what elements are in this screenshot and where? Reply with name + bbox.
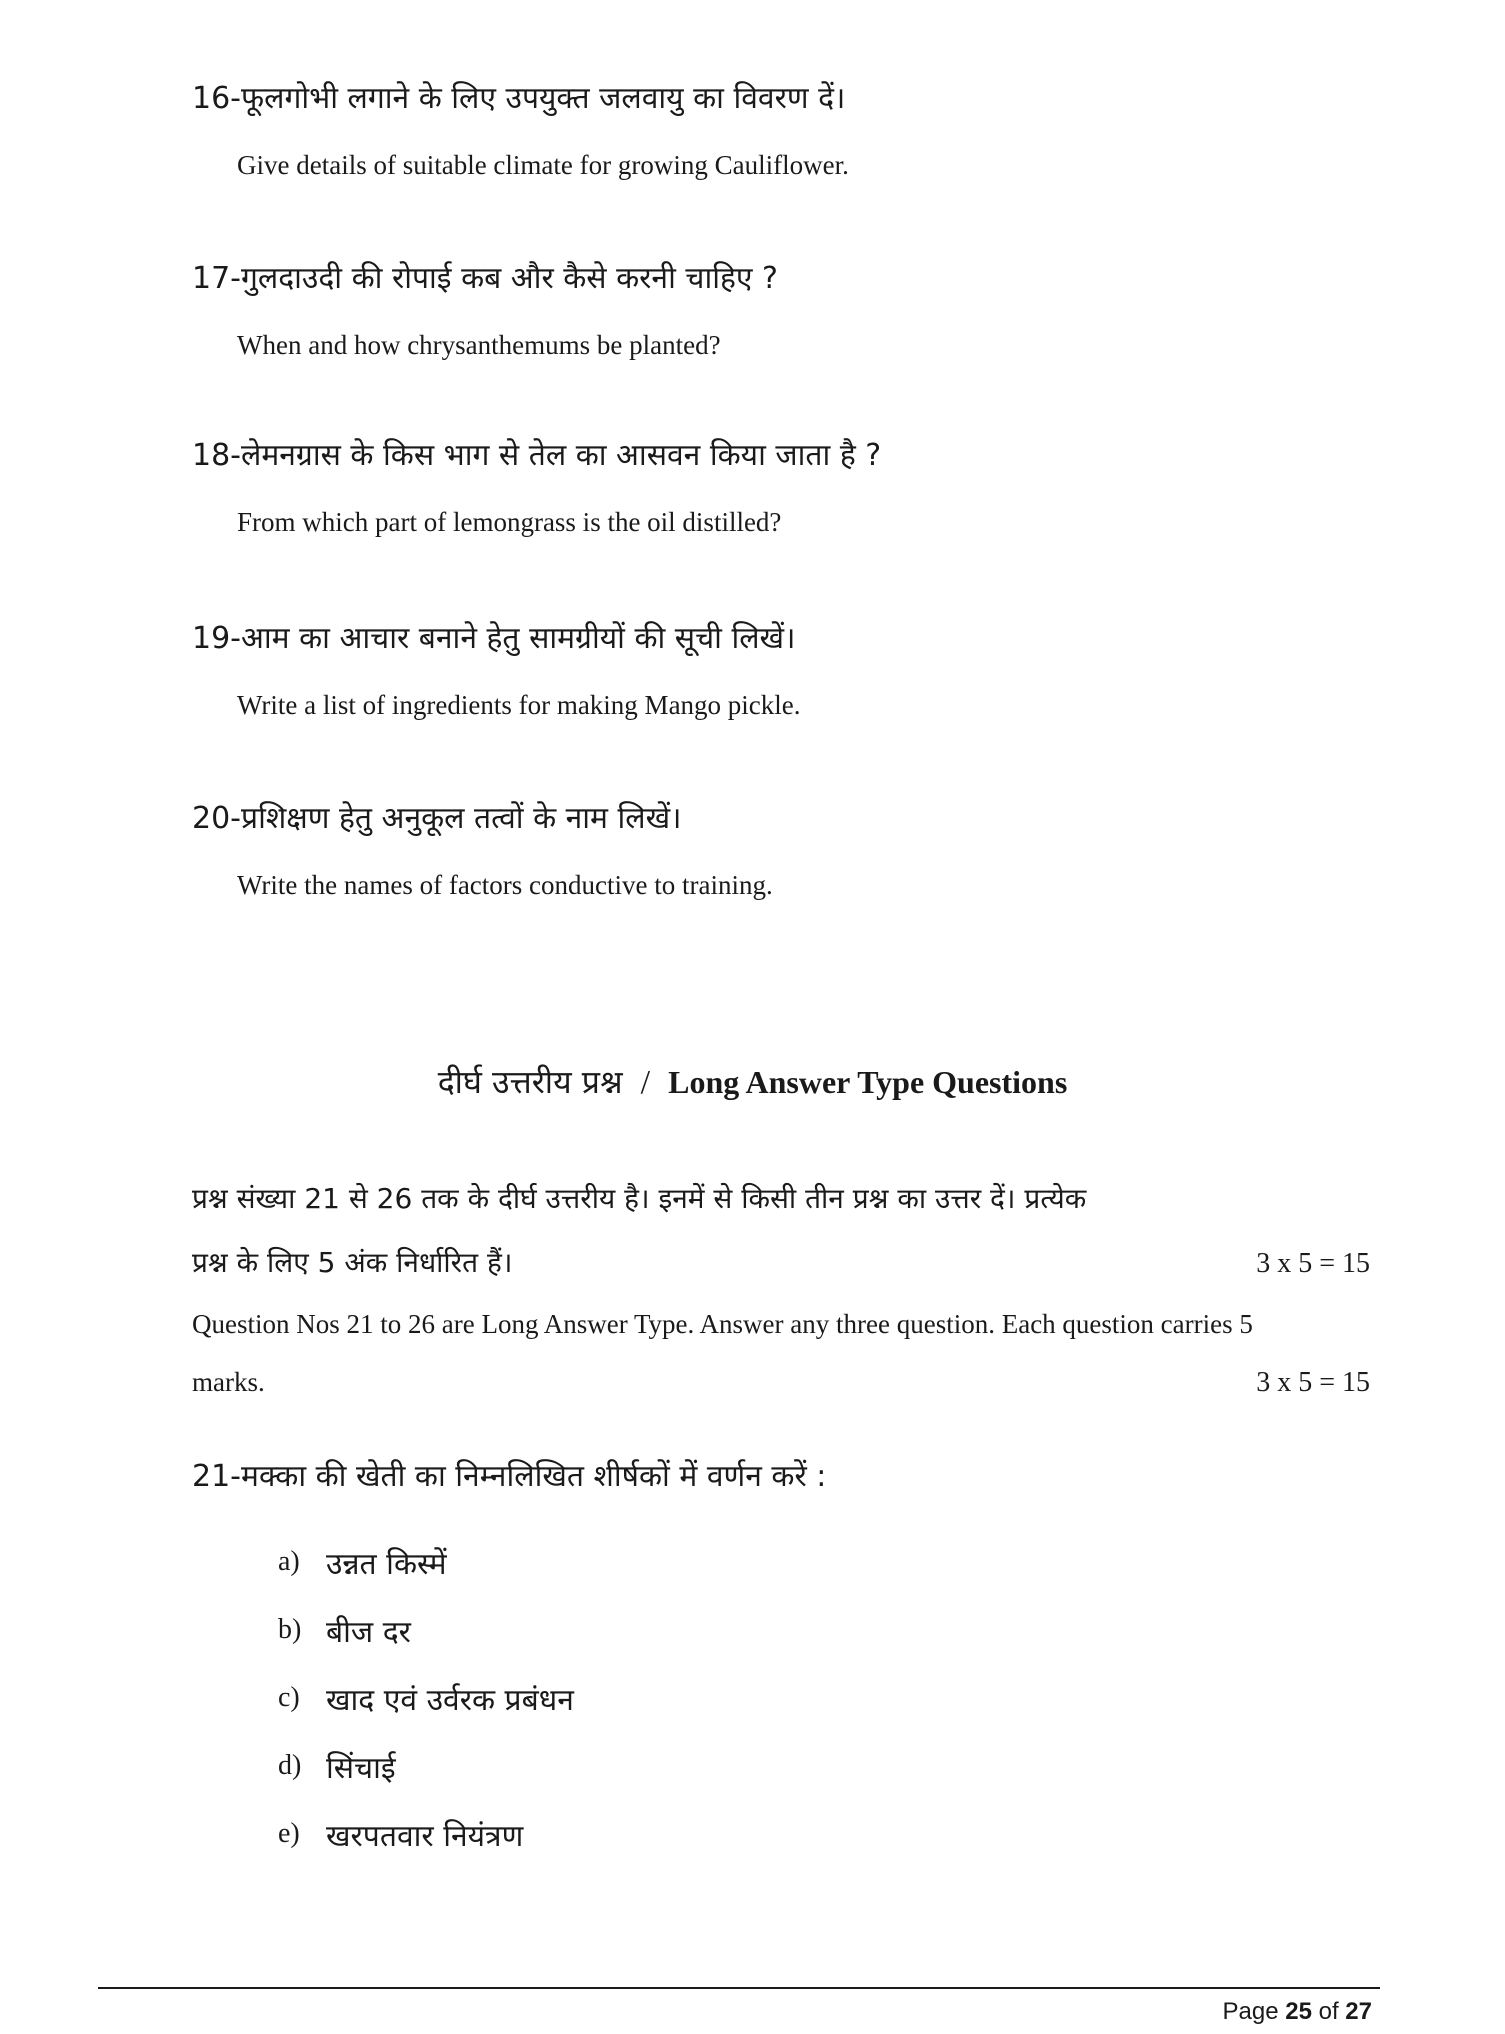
section-title-hindi: दीर्घ उत्तरीय प्रश्न [437,1063,623,1101]
current-page: 25 [1285,1998,1312,2025]
instructions-english-line2: marks. [192,1367,265,1397]
question-21 [192,1458,1372,1496]
page-word: Page [1222,1998,1279,2025]
instructions-hindi-line2: प्रश्न के लिए 5 अंक निर्धारित हैं। [192,1246,513,1279]
instructions-hindi-marks: 3 x 5 = 15 [1256,1248,1370,1279]
section-title-separator: / [640,1064,651,1101]
list-item [278,1528,574,1596]
instructions-english-marks: 3 x 5 = 15 [1256,1367,1370,1398]
part-text: बीज दर [326,1614,411,1650]
footer-divider [98,1987,1380,1989]
section-title [0,1060,1505,1103]
part-letter: d) [278,1750,302,1781]
question-20-english: Write the names of factors conductive to training. [237,870,773,900]
question-21-parts [278,1528,574,1868]
list-item [278,1664,574,1732]
question-18 [192,437,1372,539]
part-text: सिंचाई [326,1750,396,1786]
question-16-english: Give details of suitable climate for growing Cauliflower. [237,150,849,180]
question-18-english: From which part of lemongrass is the oil distilled? [237,507,782,537]
part-text: खाद एवं उर्वरक प्रबंधन [326,1682,574,1718]
question-21-hindi: 21-मक्का की खेती का निम्नलिखित शीर्षकों में वर्णन करें : [192,1459,827,1494]
list-item [278,1800,574,1868]
part-text: खरपतवार नियंत्रण [326,1818,524,1854]
list-item [278,1596,574,1664]
instructions [192,1180,1370,1400]
part-text: उन्नत किस्में [326,1546,447,1582]
instructions-hindi-line2-row [192,1244,1370,1283]
total-pages: 27 [1345,1998,1372,2025]
instructions-english-line1: Question Nos 21 to 26 are Long Answer Type. Answer any three question. Each question carries 5 [192,1309,1253,1339]
question-16-hindi: 16-फूलगोभी लगाने के लिए उपयुक्त जलवायु का विवरण दें। [192,81,846,116]
instructions-english-line2-row [192,1365,1370,1400]
question-16 [192,80,1372,182]
question-20 [192,800,1372,902]
part-letter: c) [278,1682,300,1713]
question-17 [192,260,1372,362]
part-letter: e) [278,1818,300,1849]
question-19-english: Write a list of ingredients for making Mango pickle. [237,690,801,720]
question-18-hindi: 18-लेमनग्रास के किस भाग से तेल का आसवन किया जाता है ? [192,438,882,473]
part-letter: b) [278,1614,302,1645]
list-item [278,1732,574,1800]
of-word: of [1318,1998,1339,2025]
question-19-hindi: 19-आम का आचार बनाने हेतु सामग्रीयों की सूची लिखें। [192,621,796,656]
question-17-english: When and how chrysanthemums be planted? [237,330,721,360]
instructions-hindi-line1: प्रश्न संख्या 21 से 26 तक के दीर्घ उत्तरीय है। इनमें से किसी तीन प्रश्न का उत्तर दें। प्रत्येक [192,1182,1087,1215]
question-20-hindi: 20-प्रशिक्षण हेतु अनुकूल तत्वों के नाम लिखें। [192,801,682,836]
page-number [1223,1998,1373,2026]
section-title-english: Long Answer Type Questions [668,1064,1068,1100]
question-19 [192,620,1372,722]
part-letter: a) [278,1546,300,1577]
question-17-hindi: 17-गुलदाउदी की रोपाई कब और कैसे करनी चाहिए ? [192,261,778,296]
